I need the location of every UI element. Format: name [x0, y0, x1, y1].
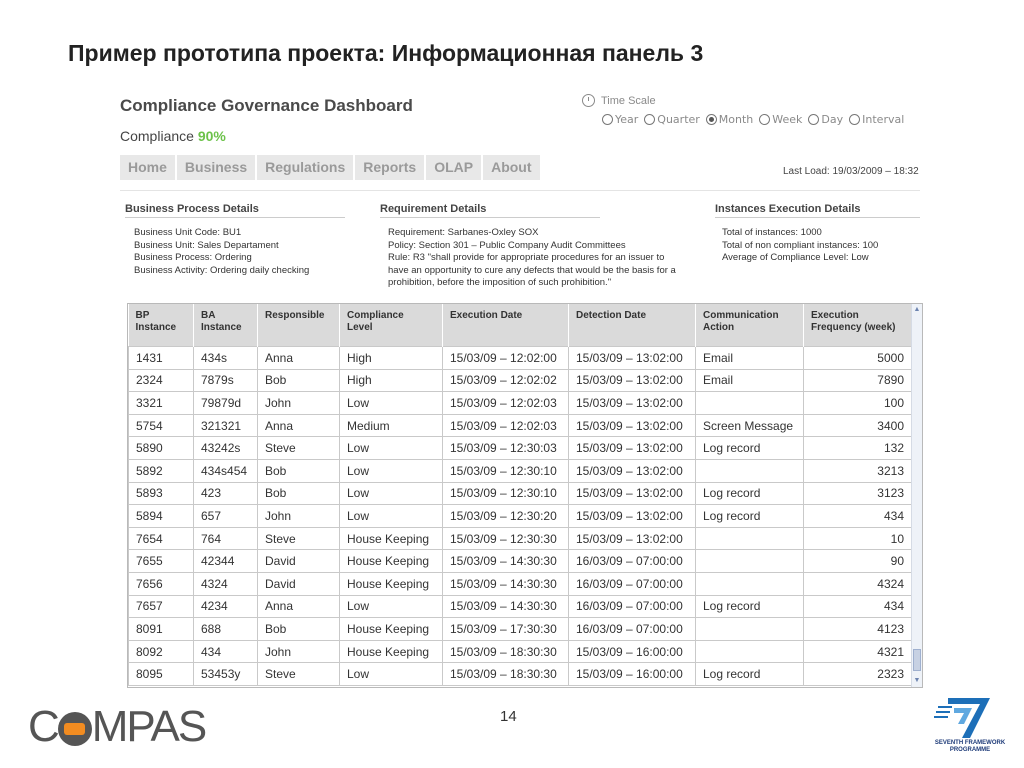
- nav-item-olap[interactable]: OLAP: [426, 155, 483, 180]
- table-row[interactable]: [129, 618, 912, 641]
- column-header[interactable]: [443, 304, 569, 347]
- table-row[interactable]: [129, 550, 912, 573]
- table-cell: 321321: [194, 414, 258, 437]
- table-cell: Low: [340, 392, 443, 415]
- time-scale-option-month[interactable]: [706, 113, 753, 126]
- table-cell: House Keeping: [340, 550, 443, 573]
- column-header-label: Detection Date: [576, 310, 647, 321]
- main-nav: [120, 155, 542, 180]
- table-cell: 434: [194, 640, 258, 663]
- table-cell: 5000: [804, 347, 912, 370]
- table-cell: 15/03/09 – 13:02:00: [569, 392, 696, 415]
- fp7-line-1: SEVENTH FRAMEWORK: [934, 740, 1006, 746]
- table-cell: David: [258, 550, 340, 573]
- table-row[interactable]: [129, 663, 912, 686]
- table-cell: 15/03/09 – 18:30:30: [443, 663, 569, 686]
- table-cell: 16/03/09 – 07:00:00: [569, 618, 696, 641]
- table-cell: Steve: [258, 663, 340, 686]
- table-cell: 8091: [129, 618, 194, 641]
- nav-item-business[interactable]: Business: [177, 155, 257, 180]
- table-cell: 7654: [129, 527, 194, 550]
- table-cell: 688: [194, 618, 258, 641]
- radio-icon[interactable]: [808, 114, 819, 125]
- table-cell: 4324: [804, 572, 912, 595]
- table-cell: 7890: [804, 369, 912, 392]
- table-cell: 10: [804, 527, 912, 550]
- table-scrollbar[interactable]: [911, 304, 922, 687]
- table-row[interactable]: [129, 392, 912, 415]
- fp7-logo-text: [928, 740, 1012, 754]
- table-cell: High: [340, 347, 443, 370]
- table-cell: 5892: [129, 459, 194, 482]
- table-cell: Low: [340, 482, 443, 505]
- table-cell: Anna: [258, 414, 340, 437]
- table-cell: 15/03/09 – 14:30:30: [443, 550, 569, 573]
- table-cell: 764: [194, 527, 258, 550]
- time-scale-option-day[interactable]: [808, 113, 843, 126]
- table-cell: 15/03/09 – 14:30:30: [443, 595, 569, 618]
- compas-logo: C MPAS: [28, 702, 206, 751]
- table-header-row: [129, 304, 912, 347]
- business-process-details: [134, 227, 309, 277]
- table-body: [129, 347, 912, 686]
- table-cell: Anna: [258, 347, 340, 370]
- table-cell: 15/03/09 – 12:02:03: [443, 392, 569, 415]
- table-row[interactable]: [129, 595, 912, 618]
- column-header-label: Level: [347, 322, 373, 333]
- time-scale-selector: [582, 94, 904, 126]
- requirement-detail-line: Rule: R3 "shall provide for appropriate procedures for an issuer to: [388, 252, 665, 263]
- table-row[interactable]: [129, 640, 912, 663]
- compliance-label: Compliance: [120, 128, 194, 144]
- time-scale-option-label: Quarter: [657, 113, 700, 126]
- nav-item-regulations[interactable]: Regulations: [257, 155, 355, 180]
- table-cell: 15/03/09 – 13:02:00: [569, 527, 696, 550]
- column-header-label: Instance: [201, 322, 242, 333]
- column-header-label: Compliance: [347, 310, 404, 321]
- column-header-label: Execution: [811, 310, 859, 321]
- last-load: Last Load: 19/03/2009 – 18:32: [783, 166, 919, 177]
- table-cell: 15/03/09 – 12:30:10: [443, 459, 569, 482]
- time-scale-option-label: Month: [718, 113, 754, 126]
- column-header[interactable]: [129, 304, 194, 347]
- table-cell: [696, 459, 804, 482]
- scroll-thumb[interactable]: [913, 649, 921, 671]
- time-scale-option-year[interactable]: [602, 113, 638, 126]
- fp7-logo: [928, 694, 1012, 756]
- time-scale-options: [602, 113, 904, 126]
- table-row[interactable]: [129, 369, 912, 392]
- table-cell: John: [258, 505, 340, 528]
- time-scale-option-label: Week: [772, 113, 803, 126]
- radio-icon[interactable]: [759, 114, 770, 125]
- requirement-detail-line: Policy: Section 301 – Public Company Audit Committees: [388, 239, 626, 251]
- table-cell: 3400: [804, 414, 912, 437]
- table-cell: Log record: [696, 482, 804, 505]
- table-cell: 4234: [194, 595, 258, 618]
- table-cell: 15/03/09 – 13:02:00: [569, 347, 696, 370]
- table-cell: 79879d: [194, 392, 258, 415]
- table-cell: David: [258, 572, 340, 595]
- table-cell: 15/03/09 – 13:02:00: [569, 482, 696, 505]
- table-cell: 15/03/09 – 13:02:00: [569, 414, 696, 437]
- nav-item-about[interactable]: About: [483, 155, 541, 180]
- instances-table: [128, 304, 912, 686]
- table-cell: 43242s: [194, 437, 258, 460]
- table-cell: [696, 550, 804, 573]
- table-cell: 423: [194, 482, 258, 505]
- table-cell: 2324: [129, 369, 194, 392]
- table-row[interactable]: [129, 347, 912, 370]
- column-header[interactable]: [804, 304, 912, 347]
- table-cell: 434: [804, 505, 912, 528]
- table-cell: Low: [340, 595, 443, 618]
- table-row[interactable]: [129, 527, 912, 550]
- table-cell: Bob: [258, 369, 340, 392]
- instances-detail-line: Total of non compliant instances: 100: [722, 239, 879, 251]
- table-cell: 15/03/09 – 13:02:00: [569, 437, 696, 460]
- table-cell: 15/03/09 – 12:30:03: [443, 437, 569, 460]
- slide-title: Пример прототипа проекта: Информационная панель 3: [68, 40, 704, 66]
- table-cell: 5893: [129, 482, 194, 505]
- table-cell: John: [258, 392, 340, 415]
- table-cell: House Keeping: [340, 527, 443, 550]
- scroll-down-icon[interactable]: ▼: [913, 677, 921, 684]
- table-cell: 434: [804, 595, 912, 618]
- column-header-label: Action: [703, 322, 735, 333]
- table-cell: 90: [804, 550, 912, 573]
- column-header-label: Communication: [703, 310, 779, 321]
- table-cell: [696, 618, 804, 641]
- page-number: 14: [500, 708, 517, 725]
- table-cell: 42344: [194, 550, 258, 573]
- table-cell: 53453y: [194, 663, 258, 686]
- table-cell: 434s454: [194, 459, 258, 482]
- table-cell: 3321: [129, 392, 194, 415]
- table-row[interactable]: [129, 505, 912, 528]
- table-cell: 434s: [194, 347, 258, 370]
- column-header-label: BP: [135, 310, 150, 321]
- table-cell: [696, 527, 804, 550]
- table-cell: 15/03/09 – 13:02:00: [569, 505, 696, 528]
- table-cell: Email: [696, 347, 804, 370]
- table-row[interactable]: [129, 414, 912, 437]
- instances-detail-line: Average of Compliance Level: Low: [722, 252, 869, 263]
- table-cell: Low: [340, 663, 443, 686]
- requirement-detail-line: have an opportunity to cure any defects that would be the basis for a: [388, 264, 676, 276]
- table-cell: Medium: [340, 414, 443, 437]
- table-cell: 15/03/09 – 17:30:30: [443, 618, 569, 641]
- table-cell: 3213: [804, 459, 912, 482]
- table-cell: 15/03/09 – 12:30:20: [443, 505, 569, 528]
- scroll-up-icon[interactable]: ▲: [913, 306, 921, 313]
- table-cell: 8095: [129, 663, 194, 686]
- dashboard-title: Compliance Governance Dashboard: [120, 96, 413, 115]
- column-header[interactable]: [696, 304, 804, 347]
- radio-icon[interactable]: [602, 114, 613, 125]
- business-detail-line: Business Unit Code: BU1: [134, 227, 242, 238]
- table-cell: 4321: [804, 640, 912, 663]
- table-cell: 15/03/09 – 12:30:10: [443, 482, 569, 505]
- table-cell: 7657: [129, 595, 194, 618]
- instances-execution-details: [722, 227, 878, 265]
- radio-icon[interactable]: [706, 114, 717, 125]
- compliance-value: 90%: [197, 128, 226, 144]
- table-cell: Log record: [696, 437, 804, 460]
- time-scale-option-label: Year: [615, 113, 639, 126]
- time-scale-option-quarter[interactable]: [644, 113, 700, 126]
- table-cell: [696, 640, 804, 663]
- table-cell: Steve: [258, 527, 340, 550]
- table-cell: 15/03/09 – 12:02:03: [443, 414, 569, 437]
- column-header[interactable]: [194, 304, 258, 347]
- time-scale-option-label: Interval: [862, 113, 905, 126]
- table-cell: Low: [340, 505, 443, 528]
- table-cell: 132: [804, 437, 912, 460]
- table-cell: 15/03/09 – 12:02:02: [443, 369, 569, 392]
- table-cell: John: [258, 640, 340, 663]
- table-cell: 15/03/09 – 12:30:30: [443, 527, 569, 550]
- requirement-detail-line: prohibition, before the imposition of such prohibition.": [388, 277, 612, 288]
- column-header-label: Frequency (week): [811, 322, 896, 333]
- business-detail-line: Business Process: Ordering: [134, 252, 252, 263]
- table-cell: House Keeping: [340, 618, 443, 641]
- business-detail-line: Business Activity: Ordering daily checking: [134, 264, 310, 276]
- table-cell: 16/03/09 – 07:00:00: [569, 550, 696, 573]
- column-header[interactable]: [258, 304, 340, 347]
- table-cell: 4324: [194, 572, 258, 595]
- table-cell: 657: [194, 505, 258, 528]
- radio-icon[interactable]: [849, 114, 860, 125]
- instances-execution-details-heading: Instances Execution Details: [715, 203, 920, 218]
- compliance-indicator: [120, 128, 226, 144]
- fp7-line-2: PROGRAMME: [949, 747, 991, 753]
- table-cell: Low: [340, 459, 443, 482]
- table-cell: Bob: [258, 482, 340, 505]
- table-cell: 8092: [129, 640, 194, 663]
- column-header-label: Responsible: [265, 310, 325, 321]
- requirement-details: [388, 227, 676, 290]
- table-cell: Log record: [696, 595, 804, 618]
- table-cell: House Keeping: [340, 572, 443, 595]
- table-cell: 7655: [129, 550, 194, 573]
- business-process-details-heading: Business Process Details: [125, 203, 345, 218]
- table-row[interactable]: [129, 437, 912, 460]
- compas-logo-mark: [58, 712, 92, 746]
- table-cell: Log record: [696, 505, 804, 528]
- table-cell: Low: [340, 437, 443, 460]
- table-row[interactable]: [129, 482, 912, 505]
- table-cell: Log record: [696, 663, 804, 686]
- table-cell: 7656: [129, 572, 194, 595]
- divider: [120, 190, 920, 191]
- table-cell: Anna: [258, 595, 340, 618]
- time-scale-option-interval[interactable]: [849, 113, 904, 126]
- nav-item-home[interactable]: Home: [120, 155, 177, 180]
- table-cell: 15/03/09 – 13:02:00: [569, 459, 696, 482]
- time-scale-label: Time Scale: [601, 94, 656, 107]
- table-cell: 2323: [804, 663, 912, 686]
- time-scale-option-week[interactable]: [759, 113, 802, 126]
- requirement-details-heading: Requirement Details: [380, 203, 600, 218]
- table-cell: 16/03/09 – 07:00:00: [569, 572, 696, 595]
- clock-icon: [582, 94, 595, 107]
- table-cell: 15/03/09 – 13:02:00: [569, 369, 696, 392]
- instances-detail-line: Total of instances: 1000: [722, 227, 822, 238]
- column-header-label: Instance: [135, 322, 177, 333]
- business-detail-line: Business Unit: Sales Departament: [134, 239, 279, 251]
- time-scale-option-label: Day: [821, 113, 844, 126]
- table-cell: 1431: [129, 347, 194, 370]
- table-cell: 15/03/09 – 12:02:00: [443, 347, 569, 370]
- fp7-seven-icon: [928, 694, 1012, 740]
- table-cell: 15/03/09 – 18:30:30: [443, 640, 569, 663]
- table-row[interactable]: [129, 459, 912, 482]
- table-cell: 5894: [129, 505, 194, 528]
- table-cell: Bob: [258, 618, 340, 641]
- column-header-label: Execution Date: [450, 310, 523, 321]
- table-cell: Steve: [258, 437, 340, 460]
- table-cell: 7879s: [194, 369, 258, 392]
- radio-icon[interactable]: [644, 114, 655, 125]
- table-cell: High: [340, 369, 443, 392]
- column-header-label: BA: [201, 310, 216, 321]
- table-row[interactable]: [129, 572, 912, 595]
- table-cell: Bob: [258, 459, 340, 482]
- table-cell: [696, 392, 804, 415]
- requirement-detail-line: Requirement: Sarbanes-Oxley SOX: [388, 227, 539, 238]
- table-cell: Screen Message: [696, 414, 804, 437]
- table-cell: [696, 572, 804, 595]
- table-cell: 3123: [804, 482, 912, 505]
- table-cell: 100: [804, 392, 912, 415]
- table-cell: Email: [696, 369, 804, 392]
- column-header[interactable]: [569, 304, 696, 347]
- table-cell: 16/03/09 – 07:00:00: [569, 595, 696, 618]
- table-cell: 15/03/09 – 16:00:00: [569, 640, 696, 663]
- table-cell: 15/03/09 – 14:30:30: [443, 572, 569, 595]
- instances-table-panel: [127, 303, 923, 688]
- table-cell: House Keeping: [340, 640, 443, 663]
- table-cell: 5890: [129, 437, 194, 460]
- table-cell: 4123: [804, 618, 912, 641]
- table-cell: 5754: [129, 414, 194, 437]
- column-header[interactable]: [340, 304, 443, 347]
- nav-item-reports[interactable]: Reports: [355, 155, 426, 180]
- table-cell: 15/03/09 – 16:00:00: [569, 663, 696, 686]
